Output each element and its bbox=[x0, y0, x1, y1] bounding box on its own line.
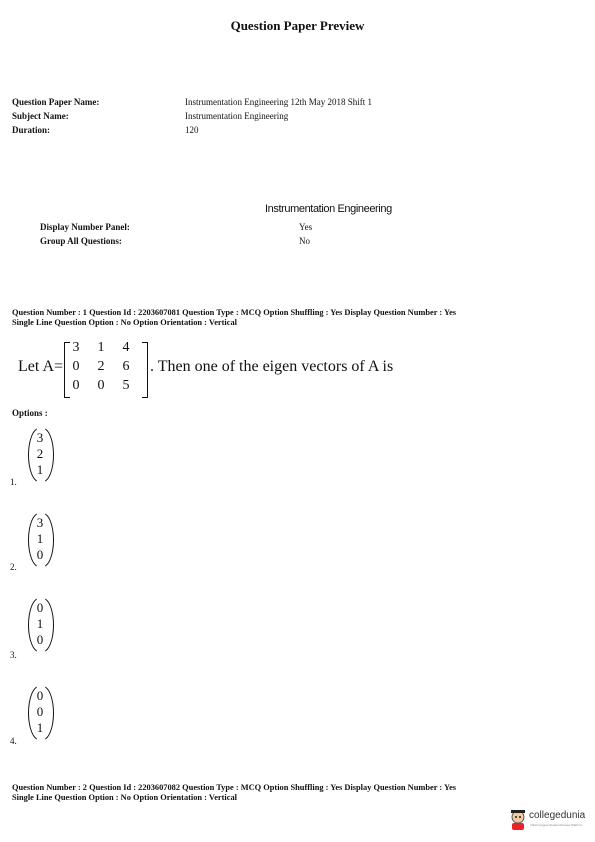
matrix-cell: 2 bbox=[97, 359, 105, 374]
subject-label: Subject Name: bbox=[12, 111, 69, 121]
option-3-number: 3. bbox=[10, 650, 17, 660]
matrix-cell: 0 bbox=[72, 359, 80, 374]
vector-entry: 0 bbox=[36, 600, 44, 615]
page-title: Question Paper Preview bbox=[230, 18, 365, 33]
vector-entry: 1 bbox=[36, 616, 44, 631]
vector-entry: 3 bbox=[36, 515, 44, 530]
vector-entry: 0 bbox=[36, 704, 44, 719]
question-stem-suffix: . Then one of the eigen vectors of A is bbox=[150, 358, 394, 375]
options-label: Options : bbox=[12, 408, 48, 418]
question-2-header-line1: Question Number : 2 Question Id : 2203607082 Question Type : MCQ Option Shuffling : Yes Display Question Number : Yes bbox=[12, 783, 457, 792]
vector-entry: 0 bbox=[36, 632, 44, 647]
vector-entry: 0 bbox=[36, 547, 44, 562]
matrix-cell: 0 bbox=[97, 378, 105, 393]
vector-entry: 3 bbox=[36, 430, 44, 445]
mascot-icon bbox=[508, 809, 528, 831]
matrix-cell: 6 bbox=[122, 359, 130, 374]
duration-value: 120 bbox=[185, 125, 199, 135]
display-panel-label: Display Number Panel: bbox=[40, 222, 130, 232]
matrix-cell: 5 bbox=[122, 378, 130, 393]
question-stem-prefix: Let A= bbox=[18, 358, 64, 375]
vector-entry: 2 bbox=[36, 446, 44, 461]
matrix-cell: 0 bbox=[72, 378, 80, 393]
display-panel-value: Yes bbox=[299, 222, 313, 232]
vector-entry: 1 bbox=[36, 531, 44, 546]
option-4-vector[interactable] bbox=[28, 686, 52, 738]
paper-name-value: Instrumentation Engineering 12th May 2018 Shift 1 bbox=[185, 97, 372, 107]
option-4-number: 4. bbox=[10, 736, 17, 746]
duration-label: Duration: bbox=[12, 125, 50, 135]
option-2-vector[interactable] bbox=[28, 513, 52, 565]
matrix-cell: 1 bbox=[97, 340, 105, 355]
option-3-vector[interactable] bbox=[28, 598, 52, 650]
subject-value: Instrumentation Engineering bbox=[185, 111, 289, 121]
option-1-number: 1. bbox=[10, 477, 17, 487]
brand-tagline: India's largest Student Review Platform bbox=[530, 823, 583, 827]
matrix-cell: 4 bbox=[122, 340, 130, 355]
paper-name-label: Question Paper Name: bbox=[12, 97, 100, 107]
vector-entry: 1 bbox=[36, 720, 44, 735]
matrix-right-bracket bbox=[142, 342, 148, 398]
question-1-header-line1: Question Number : 1 Question Id : 2203607081 Question Type : MCQ Option Shuffling : Yes Display Question Number : Yes bbox=[12, 308, 457, 317]
brand-name: collegedunia bbox=[529, 810, 586, 821]
option-1-vector[interactable] bbox=[28, 428, 52, 480]
vector-entry: 0 bbox=[36, 688, 44, 703]
matrix-a bbox=[64, 340, 154, 400]
question-1-header-line2: Single Line Question Option : No Option Orientation : Vertical bbox=[12, 318, 237, 327]
option-2-number: 2. bbox=[10, 562, 17, 572]
section-heading: Instrumentation Engineering bbox=[265, 203, 392, 215]
question-2-header-line2: Single Line Question Option : No Option Orientation : Vertical bbox=[12, 793, 237, 802]
vector-entry: 1 bbox=[36, 462, 44, 477]
collegedunia-logo bbox=[508, 807, 593, 835]
matrix-cell: 3 bbox=[72, 340, 80, 355]
group-all-label: Group All Questions: bbox=[40, 236, 122, 246]
group-all-value: No bbox=[299, 236, 310, 246]
